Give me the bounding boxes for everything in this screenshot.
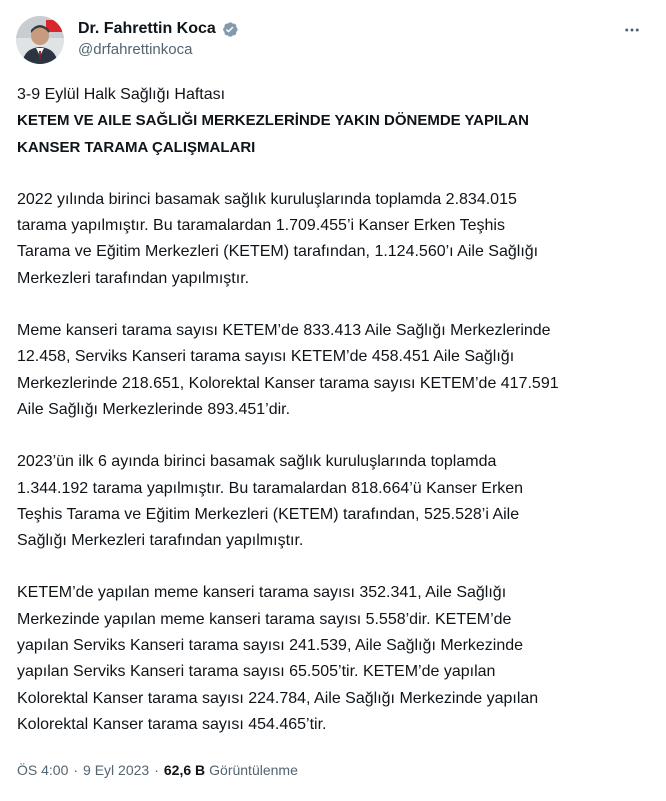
views-label: Görüntülenme — [209, 762, 298, 778]
tweet-paragraph-1: 2022 yılında birinci basamak sağlık kuruluşlarında toplamda 2.834.015 tarama yapılmıştır. Bu taramalardan 1.709.455’i Kanser Erken Teşhis Tarama ve Eğitim Merkezleri (KETEM) tarafından, 1.124.560’ı Aile Sağlığı Merkezleri tarafından yapılmıştır. — [17, 190, 539, 287]
handle[interactable]: @drfahrettinkoca — [78, 41, 193, 58]
tweet-heading: KETEM VE AILE SAĞLIĞI MERKEZLERİNDE YAKIN DÖNEMDE YAPILAN KANSER TARAMA ÇALIŞMALARI — [17, 112, 530, 156]
verified-badge-icon[interactable] — [220, 20, 239, 39]
avatar[interactable] — [16, 16, 64, 64]
tweet-paragraph-2: Meme kanseri tarama sayısı KETEM’de 833.413 Aile Sağlığı Merkezlerinde 12.458, Serviks Kanseri tarama sayısı KETEM’de 458.451 Aile Sağlığı Merkezlerinde 218.651, Kolorektal Kanser tarama sayısı KETEM’de 417.591 Aile Sağlığı Merkezlerinde 893.451’dir. — [17, 322, 559, 418]
meta-separator-2: · — [154, 762, 159, 778]
tweet-paragraph-4: KETEM’de yapılan meme kanseri tarama sayısı 352.341, Aile Sağlığı Merkezinde yapılan meme kanseri tarama sayısı 5.558’dir. KETEM’de yapılan Serviks Kanseri tarama sayısı 241.539, Aile Sağlığı Merkezinde yapılan Serviks Kanseri tarama sayısı 65.505’tir. KETEM’de yapılan Kolorektal Kanser tarama sayısı 224.784, Aile Sağlığı Merkezinde yapılan Kolorektal Kanser tarama sayısı 454.465’tir. — [17, 584, 539, 733]
views-count[interactable]: 62,6 B — [163, 762, 206, 778]
author-info — [78, 18, 239, 58]
meta-separator: · — [73, 762, 79, 778]
more-options-icon[interactable] — [620, 18, 644, 42]
tweet-meta — [17, 762, 298, 778]
tweet-date[interactable]: 9 Eyl 2023 — [83, 762, 150, 778]
tweet-time[interactable]: ÖS 4:00 — [17, 762, 69, 778]
tweet-paragraph-3: 2023’ün ilk 6 ayında birinci basamak sağlık kuruluşlarında toplamda 1.344.192 tarama yapılmıştır. Bu taramalardan 818.664’ü Kanser Erken Teşhis Tarama ve Eğitim Merkezleri (KETEM) tarafından, 525.528’i Aile Sağlığı Merkezleri tarafından yapılmıştır. — [17, 453, 524, 550]
tweet-header — [16, 12, 650, 64]
tweet-text — [17, 82, 647, 738]
display-name[interactable]: Dr. Fahrettin Koca — [78, 20, 216, 37]
tweet-intro-line: 3-9 Eylül Halk Sağlığı Haftası — [17, 86, 226, 103]
name-row — [78, 18, 239, 40]
